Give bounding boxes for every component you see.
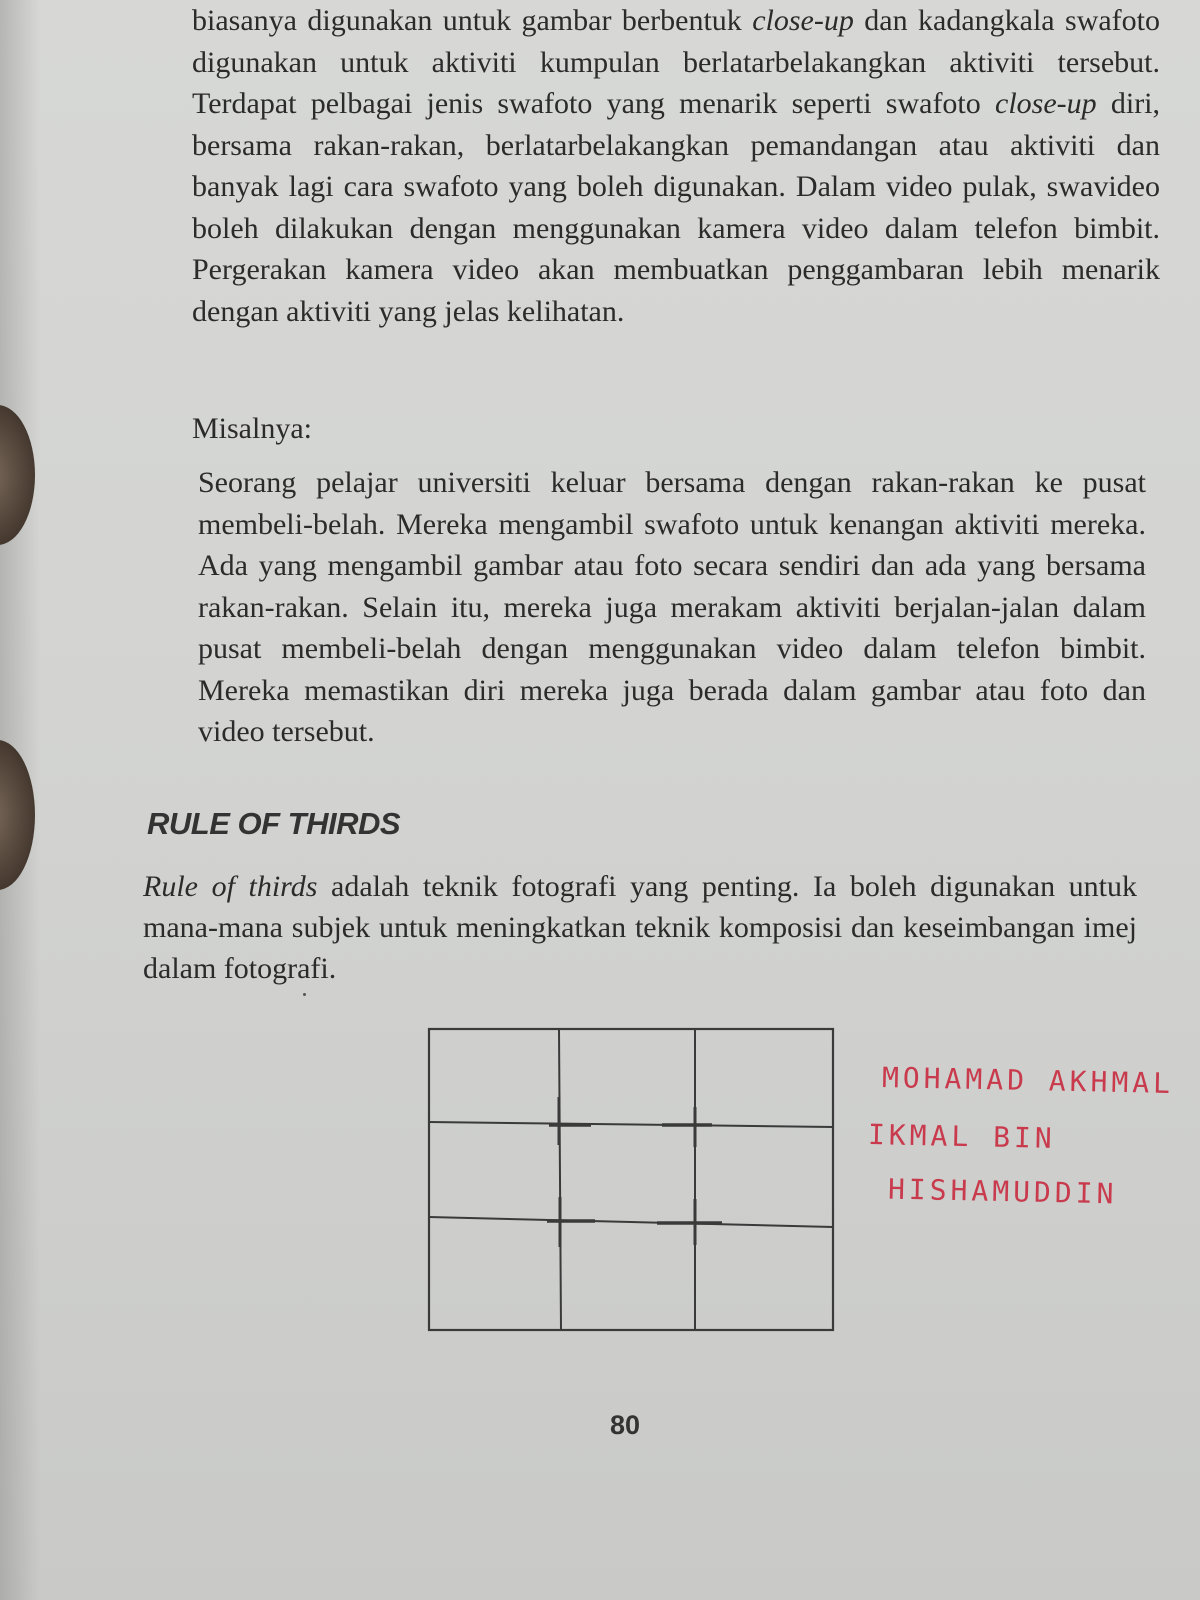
- section-intro-paragraph: [143, 866, 1137, 989]
- page-number: 80: [609, 1410, 641, 1440]
- rule-of-thirds-grid: [427, 1027, 835, 1332]
- italic-term: close-up: [995, 87, 1097, 120]
- paragraph-text-part: biasanya digunakan untuk gambar berbentuk: [192, 4, 742, 37]
- grid-svg: [427, 1027, 835, 1332]
- section-title: RULE OF THIRDS: [147, 806, 401, 841]
- grid-vertical-line-1: [559, 1029, 561, 1330]
- stray-dot: [303, 993, 306, 996]
- body-paragraph-selfie: [192, 0, 1160, 332]
- example-label: Misalnya:: [192, 412, 312, 445]
- grid-border: [429, 1029, 833, 1330]
- grid-horizontal-line-1: [429, 1122, 833, 1127]
- italic-term: Rule of thirds: [143, 870, 318, 903]
- grid-horizontal-line-2: [429, 1217, 833, 1227]
- example-paragraph: Seorang pelajar universiti keluar bersama dengan rakan-rakan ke pusat membeli-belah. Mereka mengambil swafoto untuk kenangan aktiviti mereka. Ada yang mengambil gambar atau foto secara sendiri dan ada yang bersama rakan-rakan. Selain itu, mereka juga merakam aktiviti berjalan-jalan dalam pusat membeli-belah dengan menggunakan video dalam telefon bimbit. Mereka memastikan diri mereka juga berada dalam gambar atau foto dan video tersebut.: [198, 466, 1146, 748]
- paragraph-text-part: diri, bersama rakan-rakan, berlatarbelakangkan pemandangan atau aktiviti dan banyak lagi cara swafoto yang boleh digunakan. Dalam video pulak, swavideo boleh dilakukan dengan menggunakan kamera video dalam telefon bimbit. Pergerakan kamera video akan membuatkan penggambaran lebih menarik dengan aktiviti yang jelas kelihatan.: [192, 87, 1161, 328]
- handwritten-name-line-3: HISHAMUDDIN: [887, 1172, 1118, 1211]
- handwritten-name-line-1: MOHAMAD AKHMAL: [881, 1060, 1175, 1101]
- paragraph-text-part: dan kadangkala swafoto digunakan untuk aktiviti kumpulan berlatarbelakangkan aktiviti tersebut. Terdapat pelbagai jenis swafoto yang menarik seperti swafoto: [192, 4, 1161, 120]
- italic-term: close-up: [752, 4, 854, 37]
- paragraph-text-part: adalah teknik fotografi yang penting. Ia boleh digunakan untuk mana-mana subjek untuk meningkatkan teknik komposisi dan keseimbangan imej dalam fotografi.: [143, 870, 1138, 985]
- handwritten-name-line-2: IKMAL BIN: [867, 1118, 1057, 1155]
